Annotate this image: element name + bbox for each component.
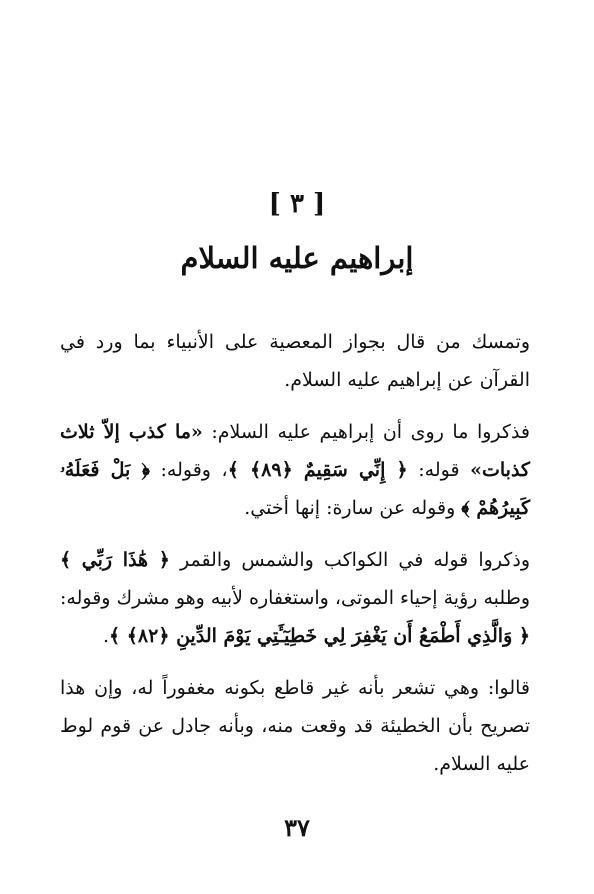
quran-verse-bal-faalahu: ﴿ بَلْ فَعَلَهُۥ كَبِيرُهُمْ ﴾: [60, 459, 530, 519]
paragraph-2-text-4: وقوله عن سارة: إنها أختي.: [244, 497, 462, 519]
paragraph-2-text-1: فذكروا ما روى أن إبراهيم عليه السلام:: [202, 421, 531, 443]
quran-verse-hadha-rabbi: ﴿ هَٰذَا رَبِّي ﴾: [60, 549, 170, 571]
paragraph-3-text-2: وطلبه رؤية إحياء الموتى، واستغفاره لأبيه وهو مشرك وقوله:: [60, 587, 530, 609]
paragraph-3-text-3: .: [102, 625, 110, 647]
quran-verse-walladhi-atmau: ﴿ وَالَّذِي أَطْمَعُ أَن يَغْفِرَ لِي خَطِيٓـَٔتِي يَوْمَ الدِّينِ ﴿٨٢﴾ ﴾: [109, 625, 530, 647]
chapter-title: إبراهيم عليه السلام: [180, 241, 414, 275]
quran-verse-inni-saqim: ﴿ إِنِّي سَقِيمٌ ﴿٨٩﴾ ﴾: [227, 459, 408, 481]
paragraph-2: [60, 413, 530, 527]
paragraph-4: قالوا: وهي تشعر بأنه غير قاطع بكونه مغفوراً له، وإن هذا تصريح بأن الخطيئة قد وقعت منه، وبأنه جادل عن قوم لوط عليه السلام.: [60, 677, 530, 775]
chapter-body: [60, 323, 530, 797]
paragraph-1: وتمسك من قال بجواز المعصية على الأنبياء بما ورد في القرآن عن إبراهيم عليه السلام.: [60, 331, 530, 391]
paragraph-2-text-2: قوله:: [407, 459, 471, 481]
page-number: ٣٧: [284, 813, 310, 842]
chapter-number: [ ٣ ]: [268, 189, 326, 219]
paragraph-3-text-1: وذكروا قوله في الكواكب والشمس والقمر: [169, 549, 530, 571]
paragraph-3: [60, 541, 530, 655]
paragraph-2-text-3: ، وقوله:: [149, 459, 228, 481]
hadith-quote: «ما كذب إلاّ ثلاث كذبات»: [60, 421, 530, 481]
